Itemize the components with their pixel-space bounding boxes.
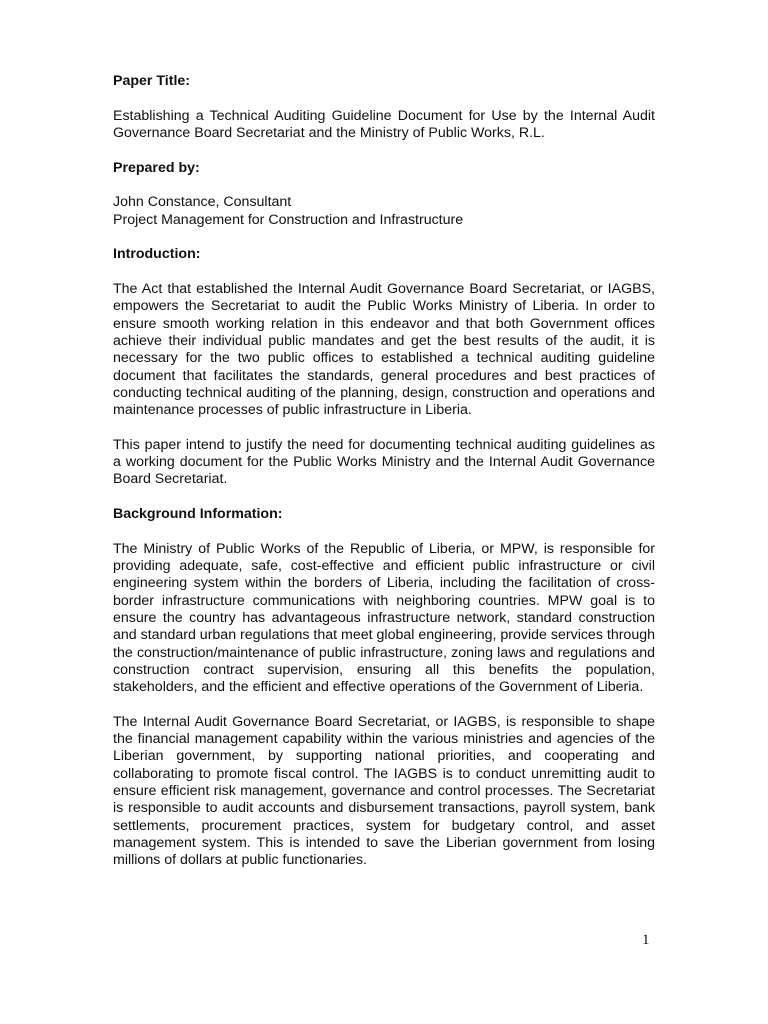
introduction-paragraph-1: The Act that established the Internal Audit Governance Board Secretariat, or IAGBS, empowers the Secretariat to audit the Public Works Ministry of Liberia. In order to ensure smooth working relation in this endeavor and that both Government offices achieve their individual public mandates and get the best results of the audit, it is necessary for the two public offices to established a technical auditing guideline document that facilitates the standards, general procedures and best practices of conducting technical auditing of the planning, design, construction and operations and maintenance processes of public infrastructure in Liberia. bbox=[113, 281, 655, 419]
introduction-paragraph-2: This paper intend to justify the need for documenting technical auditing guidelines as a working document for the Public Works Ministry and the Internal Audit Governance Board Secretariat. bbox=[113, 436, 655, 488]
paper-title-text: Establishing a Technical Auditing Guideline Document for Use by the Internal Audit Governance Board Secretariat and the Ministry of Public Works, R.L. bbox=[113, 107, 655, 141]
document-page bbox=[113, 73, 655, 870]
paper-title-heading: Paper Title: bbox=[113, 73, 191, 89]
prepared-by-heading: Prepared by: bbox=[113, 159, 200, 176]
author-line: John Constance, Consultant bbox=[113, 194, 292, 211]
introduction-heading: Introduction: bbox=[113, 246, 201, 263]
background-heading: Background Information: bbox=[113, 506, 283, 523]
background-paragraph-2: The Internal Audit Governance Board Secretariat, or IAGBS, is responsible to shape the financial management capability within the various ministries and agencies of the Liberian government, by supporting national priorities, and cooperating and collaborating to promote fiscal control. The IAGBS is to conduct unremitting audit to ensure efficient risk management, governance and control processes. The Secretariat is responsible to audit accounts and disbursement transactions, payroll system, bank settlements, procurement practices, system for budgetary control, and asset management system. This is intended to save the Liberian government from losing millions of dollars at public functionaries. bbox=[113, 713, 655, 869]
author-role: Project Management for Construction and Infrastructure bbox=[113, 211, 464, 228]
page-number: 1 bbox=[642, 932, 650, 948]
background-paragraph-1: The Ministry of Public Works of the Republic of Liberia, or MPW, is responsible for providing adequate, safe, cost-effective and efficient public infrastructure or civil engineering system within the borders of Liberia, including the facilitation of cross-border infrastructure communications with neighboring countries. MPW goal is to ensure the country has advantageous infrastructure network, standard construction and standard urban regulations that meet global engineering, provide services through the construction/maintenance of public infrastructure, zoning laws and regulations and construction contract supervision, ensuring all this benefits the population, stakeholders, and the efficient and effective operations of the Government of Liberia. bbox=[113, 540, 655, 696]
